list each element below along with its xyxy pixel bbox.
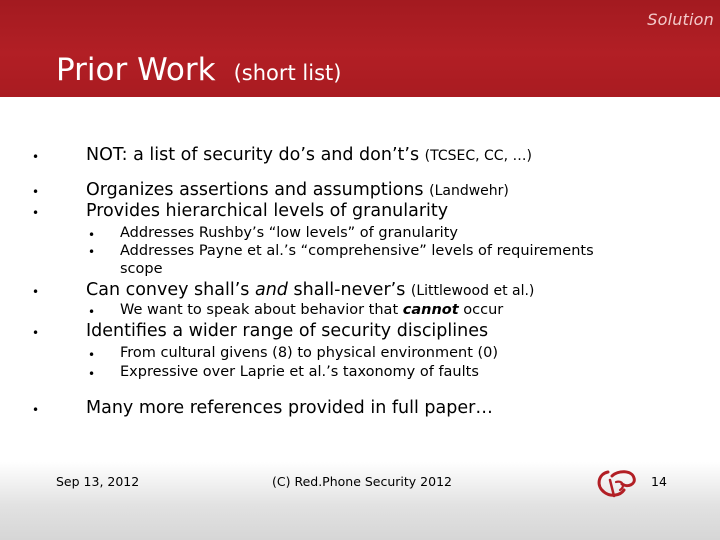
bullet-item-6: Many more references provided in full paper… [86,398,493,418]
sub-bullet-text: occur [463,302,504,318]
slide-title-sub: (short list) [233,61,342,85]
bullet-item-3: Provides hierarchical levels of granularity [86,201,449,221]
sub-bullet-emphasis: cannot [402,302,459,318]
bullet-dot: • [32,185,40,199]
bullet-text: Organizes assertions and assumptions [86,180,424,200]
bullet-dot: • [32,403,40,417]
bullet-text: NOT: a list of security do’s and don’t’s [86,145,420,165]
bullet-item-1 [86,147,532,165]
bullet-text: Can convey shall’s [86,280,250,300]
slide-footer [0,462,720,540]
bullet-dot: • [32,326,40,340]
sub-bullet-text: We want to speak about behavior that [120,302,399,318]
sub-bullet-item: Addresses Rushby’s “low levels” of granularity [120,225,458,241]
bullet-dot: • [32,285,40,299]
footer-date: Sep 13, 2012 [56,474,140,489]
bullet-item-2 [86,182,509,200]
sub-bullet-dot: • [88,305,96,319]
sub-bullet-dot: • [88,348,96,362]
slide-title-main: Prior Work [56,52,216,88]
sub-bullet-item: From cultural givens (8) to physical environment (0) [120,345,499,361]
bullet-item-4 [86,282,534,300]
redphone-logo-icon [594,466,638,502]
footer-copyright: (C) Red.Phone Security 2012 [272,474,452,489]
sub-bullet-item [120,303,503,318]
sub-bullet-dot: • [88,228,96,242]
sub-bullet-continuation: scope [120,261,163,277]
bullet-dot: • [32,150,40,164]
bullet-dot: • [32,206,40,220]
bullet-citation: (Landwehr) [429,183,509,199]
sub-bullet-item: Expressive over Laprie et al.’s taxonomy of faults [120,364,479,380]
bullet-emphasis: and [254,280,288,300]
sub-bullet-dot: • [88,367,96,381]
section-label: Solution [647,10,714,29]
footer-page-number: 14 [651,474,667,489]
sub-bullet-item: Addresses Payne et al.’s “comprehensive” levels of requirements [120,243,594,259]
bullet-citation: (TCSEC, CC, …) [424,148,532,164]
sub-bullet-dot: • [88,245,96,259]
bullet-text: shall-never’s [293,280,406,300]
bullet-item-5: Identifies a wider range of security disciplines [86,321,489,341]
bullet-citation: (Littlewood et al.) [410,283,535,299]
